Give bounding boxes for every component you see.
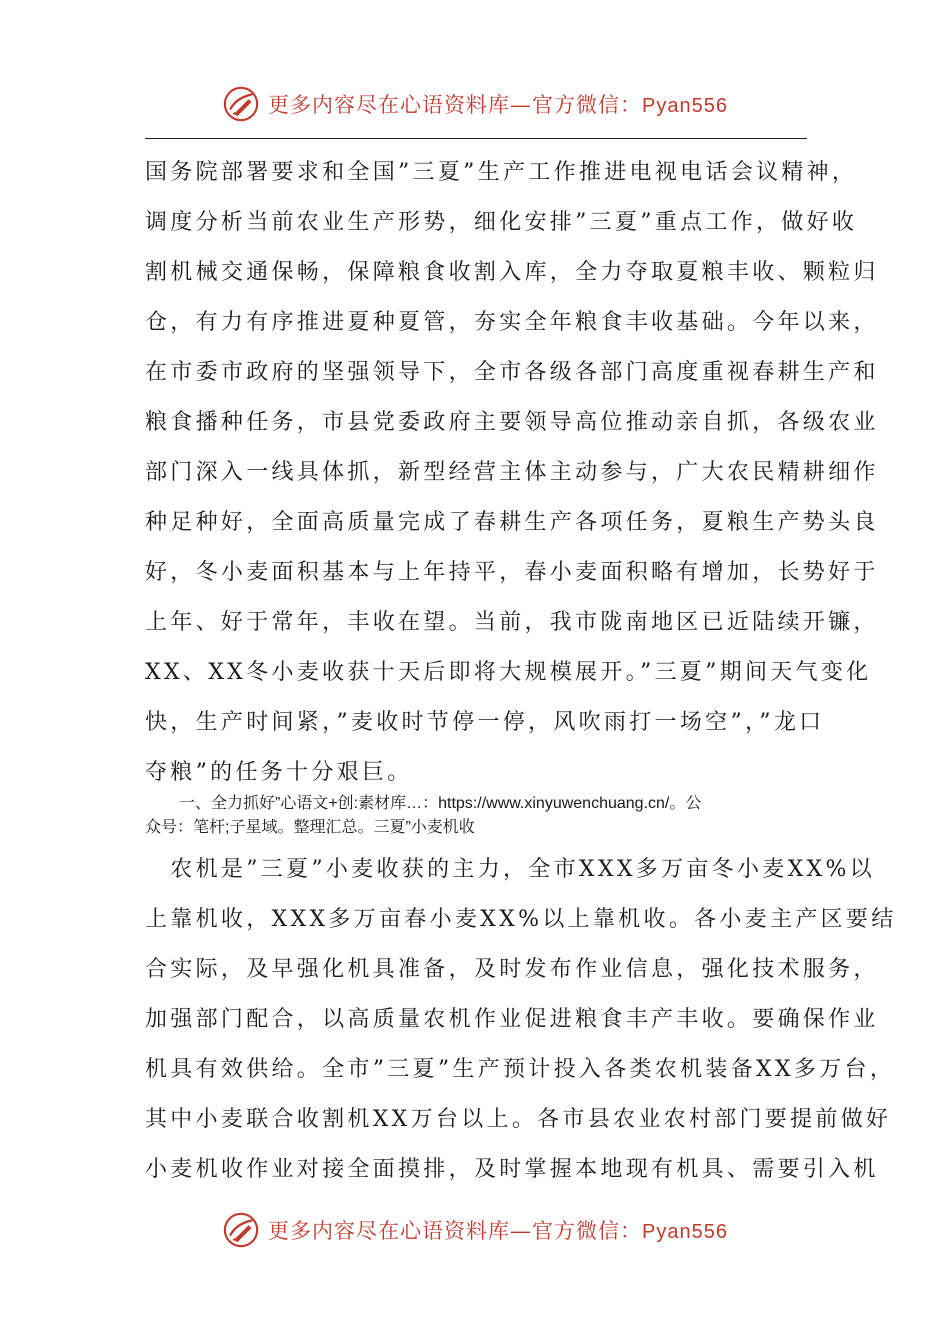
text-line: 上靠机收，XXX多万亩春小麦XX%以上靠机收。各小麦主产区要结 <box>145 907 897 932</box>
header-banner <box>0 84 950 124</box>
text-line: 粮食播种任务，市县党委政府主要领导高位推动亲自抓，各级农业 <box>145 410 879 435</box>
text-line: 其中小麦联合收割机XX万台以上。各市县农业农村部门要提前做好 <box>145 1107 892 1132</box>
section-heading-line-1: 一、全力抓好”心语文+创:素材库…：https://www.xinyuwenchuang.cn/。公 <box>179 795 702 812</box>
text-line: 合实际，及早强化机具准备，及时发布作业信息，强化技术服务， <box>145 957 879 982</box>
footer-banner-text: 更多内容尽在心语资料库—官方微信：Pyan556 <box>268 1219 728 1243</box>
text-line: 调度分析当前农业生产形势，细化安排”三夏”重点工作，做好收 <box>145 210 858 235</box>
text-line: XX、XX冬小麦收获十天后即将大规模展开。”三夏”期间天气变化 <box>145 660 872 685</box>
text-line: 割机械交通保畅，保障粮食收割入库，全力夺取夏粮丰收、颗粒归 <box>145 260 879 285</box>
pen-logo-icon <box>222 85 260 123</box>
text-line: 好，冬小麦面积基本与上年持平，春小麦面积略有增加，长势好于 <box>145 560 879 585</box>
section-heading-line-2: 众号：笔杆;子星域。整理汇总。三夏”小麦机收 <box>145 819 475 836</box>
section-heading <box>145 792 810 840</box>
header-banner-text: 更多内容尽在心语资料库—官方微信：Pyan556 <box>268 93 728 117</box>
text-line: 仓，有力有序推进夏种夏管，夯实全年粮食丰收基础。今年以来， <box>145 310 879 335</box>
text-line: 部门深入一线具体抓，新型经营主体主动参与，广大农民精耕细作 <box>145 460 879 485</box>
text-line: 夺粮”的任务十分艰巨。 <box>145 760 413 785</box>
footer-banner <box>0 1210 950 1250</box>
paragraph-2 <box>145 845 897 1195</box>
text-line: 国务院部署要求和全国”三夏”生产工作推进电视电话会议精神， <box>145 160 858 185</box>
text-line: 小麦机收作业对接全面摸排，及时掌握本地现有机具、需要引入机 <box>145 1157 879 1182</box>
pen-logo-icon <box>222 1211 260 1249</box>
header-divider <box>145 138 807 139</box>
text-line: 种足种好，全面高质量完成了春耕生产各项任务，夏粮生产势头良 <box>145 510 879 535</box>
text-line: 农机是”三夏”小麦收获的主力，全市XXX多万亩冬小麦XX%以 <box>145 857 876 882</box>
paragraph-1 <box>145 148 879 798</box>
text-line: 在市委市政府的坚强领导下，全市各级各部门高度重视春耕生产和 <box>145 360 879 385</box>
text-line: 快，生产时间紧，”麦收时节停一停，风吹雨打一场空”，”龙口 <box>145 710 825 735</box>
text-line: 机具有效供给。全市”三夏”生产预计投入各类农机装备XX多万台， <box>145 1057 896 1082</box>
text-line: 上年、好于常年，丰收在望。当前，我市陇南地区已近陆续开镰， <box>145 610 879 635</box>
text-line: 加强部门配合，以高质量农机作业促进粮食丰产丰收。要确保作业 <box>145 1007 879 1032</box>
